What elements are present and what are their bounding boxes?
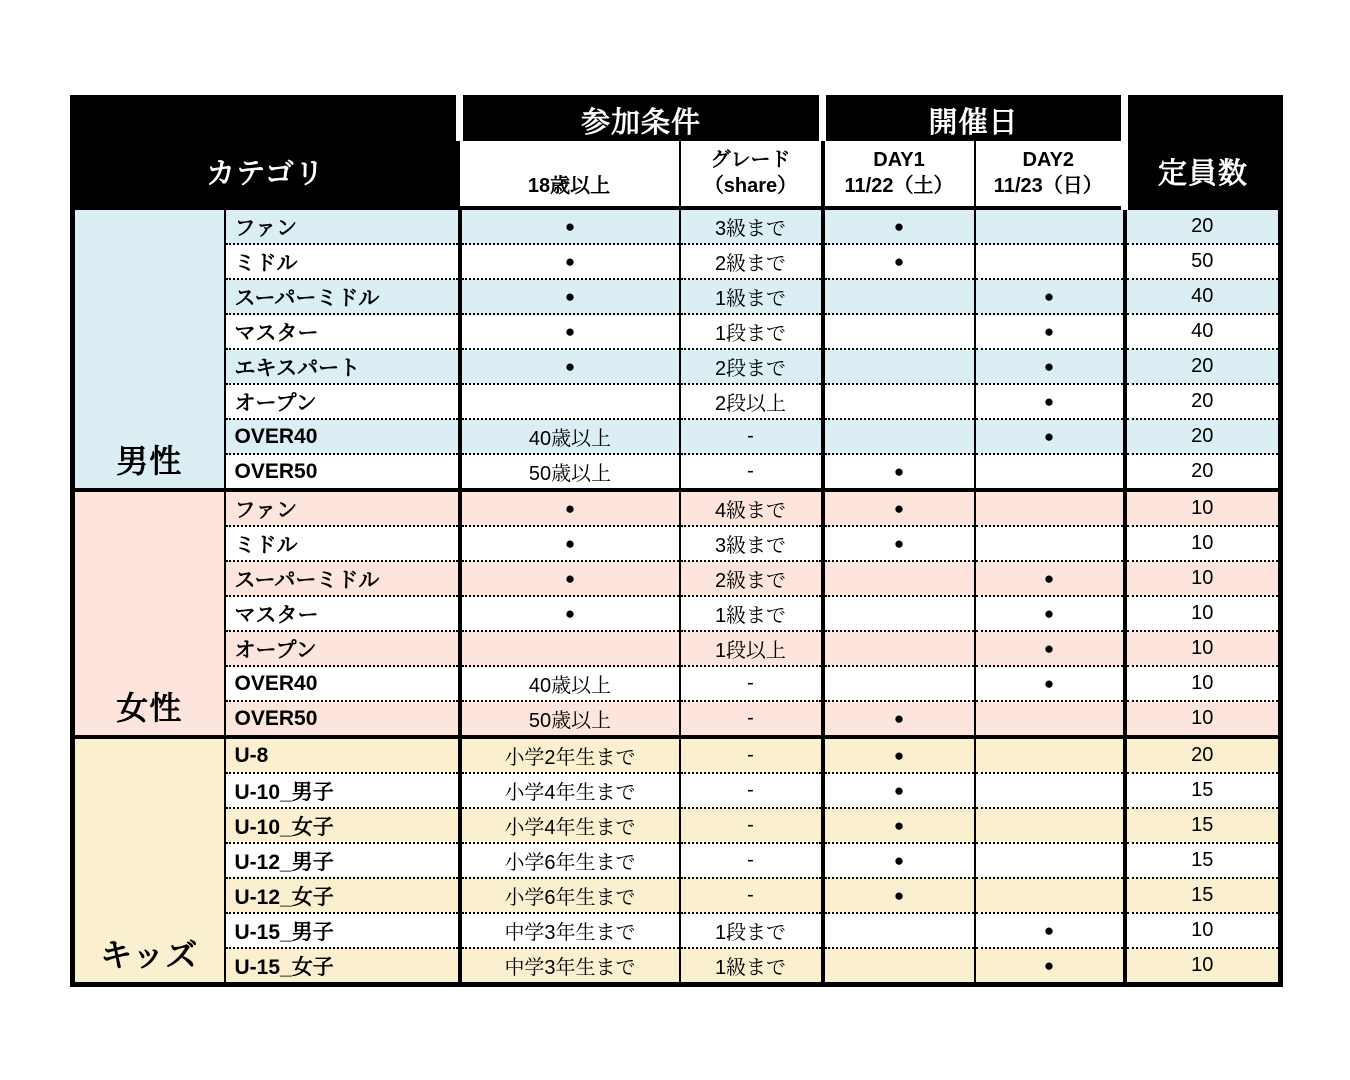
table-row [73, 737, 1281, 773]
category-name-cell: OVER40 [225, 666, 460, 701]
category-name-cell: オープン [225, 384, 460, 419]
header-day2 [975, 141, 1125, 208]
grade-cell: 3級まで [680, 208, 823, 244]
category-schedule-table [70, 95, 1283, 987]
day2-cell-dot: ● [975, 631, 1125, 666]
grade-cell: - [680, 666, 823, 701]
capacity-cell: 20 [1125, 349, 1281, 384]
table-row [73, 878, 1281, 913]
day2-cell-dot: ● [975, 948, 1125, 985]
age-condition-cell-dot: ● [460, 526, 680, 561]
group-label-kids: キッズ [73, 737, 225, 985]
day1-cell [823, 913, 975, 948]
grade-cell: 4級まで [680, 490, 823, 526]
day2-cell [975, 737, 1125, 773]
grade-cell: - [680, 737, 823, 773]
capacity-cell: 50 [1125, 244, 1281, 279]
category-name-cell: ミドル [225, 526, 460, 561]
header-day1-date: 11/22（土） [844, 175, 954, 197]
grade-cell: - [680, 843, 823, 878]
table-row [73, 208, 1281, 244]
category-name-cell: U-15_男子 [225, 913, 460, 948]
grade-cell: 2段まで [680, 349, 823, 384]
capacity-cell: 10 [1125, 596, 1281, 631]
age-condition-cell-dot: ● [460, 314, 680, 349]
group-section-men [73, 208, 1281, 490]
day1-cell [823, 384, 975, 419]
header-grade-line2: （share） [703, 175, 798, 197]
day1-cell [823, 631, 975, 666]
category-name-cell: オープン [225, 631, 460, 666]
day1-cell [823, 948, 975, 985]
category-name-cell: U-8 [225, 737, 460, 773]
capacity-cell: 40 [1125, 314, 1281, 349]
day1-cell [823, 561, 975, 596]
header-grade-line1: グレード [710, 149, 791, 171]
capacity-cell: 10 [1125, 701, 1281, 737]
category-name-cell: スーパーミドル [225, 279, 460, 314]
capacity-cell: 15 [1125, 808, 1281, 843]
day1-cell-dot: ● [823, 526, 975, 561]
category-name-cell: スーパーミドル [225, 561, 460, 596]
header-band-row [73, 98, 1281, 142]
category-name-cell: OVER40 [225, 419, 460, 454]
grade-cell: 3級まで [680, 526, 823, 561]
age-condition-cell: 小学6年生まで [460, 843, 680, 878]
category-name-cell: U-10_男子 [225, 773, 460, 808]
table-row [73, 490, 1281, 526]
category-name-cell: U-12_男子 [225, 843, 460, 878]
group-section-kids [73, 737, 1281, 985]
grade-cell: - [680, 419, 823, 454]
grade-cell: - [680, 454, 823, 490]
age-condition-cell: 中学3年生まで [460, 913, 680, 948]
header-day1-label: DAY1 [873, 149, 925, 171]
age-condition-cell: 小学4年生まで [460, 773, 680, 808]
age-condition-cell-dot: ● [460, 490, 680, 526]
day2-cell-dot: ● [975, 419, 1125, 454]
age-condition-cell: 40歳以上 [460, 419, 680, 454]
category-name-cell: マスター [225, 314, 460, 349]
table-row [73, 666, 1281, 701]
capacity-cell: 10 [1125, 561, 1281, 596]
capacity-cell: 20 [1125, 419, 1281, 454]
age-condition-cell: 小学4年生まで [460, 808, 680, 843]
day1-cell-dot: ● [823, 454, 975, 490]
grade-cell: 1段まで [680, 913, 823, 948]
table-row [73, 561, 1281, 596]
day2-cell-dot: ● [975, 561, 1125, 596]
age-condition-cell-dot: ● [460, 279, 680, 314]
day1-cell-dot: ● [823, 843, 975, 878]
header-event-days: 開催日 [823, 98, 1125, 142]
day2-cell [975, 878, 1125, 913]
capacity-cell: 10 [1125, 526, 1281, 561]
day2-cell [975, 244, 1125, 279]
header-capacity: 定員数 [1125, 98, 1281, 209]
day1-cell-dot: ● [823, 490, 975, 526]
grade-cell: - [680, 701, 823, 737]
table-row [73, 384, 1281, 419]
day2-cell [975, 208, 1125, 244]
capacity-cell: 20 [1125, 454, 1281, 490]
table-row [73, 808, 1281, 843]
table-row [73, 419, 1281, 454]
day1-cell-dot: ● [823, 808, 975, 843]
capacity-cell: 20 [1125, 208, 1281, 244]
capacity-cell: 15 [1125, 878, 1281, 913]
day2-cell-dot: ● [975, 913, 1125, 948]
age-condition-cell: 小学6年生まで [460, 878, 680, 913]
table-row [73, 773, 1281, 808]
day2-cell-dot: ● [975, 349, 1125, 384]
age-condition-cell: 50歳以上 [460, 701, 680, 737]
age-condition-cell-dot: ● [460, 208, 680, 244]
capacity-cell: 10 [1125, 666, 1281, 701]
table-header [73, 98, 1281, 209]
header-category: カテゴリ [73, 98, 460, 209]
grade-cell: 1級まで [680, 596, 823, 631]
grade-cell: 1級まで [680, 279, 823, 314]
category-name-cell: マスター [225, 596, 460, 631]
group-section-women [73, 490, 1281, 737]
capacity-cell: 15 [1125, 843, 1281, 878]
age-condition-cell [460, 631, 680, 666]
day2-cell [975, 526, 1125, 561]
day2-cell-dot: ● [975, 279, 1125, 314]
group-label-women: 女性 [73, 490, 225, 737]
category-name-cell: OVER50 [225, 454, 460, 490]
grade-cell: 2段以上 [680, 384, 823, 419]
day2-cell [975, 701, 1125, 737]
age-condition-cell: 50歳以上 [460, 454, 680, 490]
category-name-cell: ファン [225, 208, 460, 244]
capacity-cell: 10 [1125, 948, 1281, 985]
age-condition-cell-dot: ● [460, 349, 680, 384]
category-name-cell: U-15_女子 [225, 948, 460, 985]
capacity-cell: 40 [1125, 279, 1281, 314]
age-condition-cell-dot: ● [460, 596, 680, 631]
header-day2-label: DAY2 [1022, 149, 1075, 171]
category-name-cell: U-12_女子 [225, 878, 460, 913]
capacity-cell: 20 [1125, 384, 1281, 419]
table-row [73, 279, 1281, 314]
grade-cell: 1段以上 [680, 631, 823, 666]
age-condition-cell: 小学2年生まで [460, 737, 680, 773]
day1-cell-dot: ● [823, 773, 975, 808]
day2-cell [975, 808, 1125, 843]
category-name-cell: ミドル [225, 244, 460, 279]
table-row [73, 454, 1281, 490]
capacity-cell: 20 [1125, 737, 1281, 773]
capacity-cell: 10 [1125, 490, 1281, 526]
header-participation: 参加条件 [460, 98, 823, 142]
table-row [73, 913, 1281, 948]
table-row [73, 701, 1281, 737]
table-row [73, 631, 1281, 666]
capacity-cell: 10 [1125, 631, 1281, 666]
day1-cell [823, 419, 975, 454]
day2-cell [975, 454, 1125, 490]
day2-cell [975, 490, 1125, 526]
day1-cell [823, 314, 975, 349]
age-condition-cell [460, 384, 680, 419]
day1-cell [823, 596, 975, 631]
day2-cell-dot: ● [975, 384, 1125, 419]
category-name-cell: OVER50 [225, 701, 460, 737]
grade-cell: 2級まで [680, 244, 823, 279]
day1-cell [823, 349, 975, 384]
category-name-cell: ファン [225, 490, 460, 526]
table-row [73, 596, 1281, 631]
day2-cell [975, 843, 1125, 878]
age-condition-cell: 40歳以上 [460, 666, 680, 701]
grade-cell: - [680, 878, 823, 913]
grade-cell: 1段まで [680, 314, 823, 349]
capacity-cell: 15 [1125, 773, 1281, 808]
table-row [73, 314, 1281, 349]
day1-cell [823, 279, 975, 314]
day2-cell-dot: ● [975, 314, 1125, 349]
age-condition-cell-dot: ● [460, 244, 680, 279]
header-age-condition: 18歳以上 [460, 141, 680, 208]
grade-cell: 2級まで [680, 561, 823, 596]
age-condition-cell: 中学3年生まで [460, 948, 680, 985]
header-day1 [823, 141, 975, 208]
day1-cell-dot: ● [823, 878, 975, 913]
table-row [73, 244, 1281, 279]
header-day2-date: 11/23（日） [993, 175, 1103, 197]
day2-cell [975, 773, 1125, 808]
day2-cell-dot: ● [975, 596, 1125, 631]
day1-cell-dot: ● [823, 701, 975, 737]
group-label-men: 男性 [73, 208, 225, 490]
category-name-cell: エキスパート [225, 349, 460, 384]
day1-cell [823, 666, 975, 701]
table-row [73, 349, 1281, 384]
table-row [73, 526, 1281, 561]
age-condition-cell-dot: ● [460, 561, 680, 596]
capacity-cell: 10 [1125, 913, 1281, 948]
table-row [73, 948, 1281, 985]
day2-cell-dot: ● [975, 666, 1125, 701]
day1-cell-dot: ● [823, 208, 975, 244]
grade-cell: 1級まで [680, 948, 823, 985]
grade-cell: - [680, 808, 823, 843]
table-row [73, 843, 1281, 878]
day1-cell-dot: ● [823, 244, 975, 279]
grade-cell: - [680, 773, 823, 808]
day1-cell-dot: ● [823, 737, 975, 773]
header-grade [680, 141, 823, 208]
category-name-cell: U-10_女子 [225, 808, 460, 843]
